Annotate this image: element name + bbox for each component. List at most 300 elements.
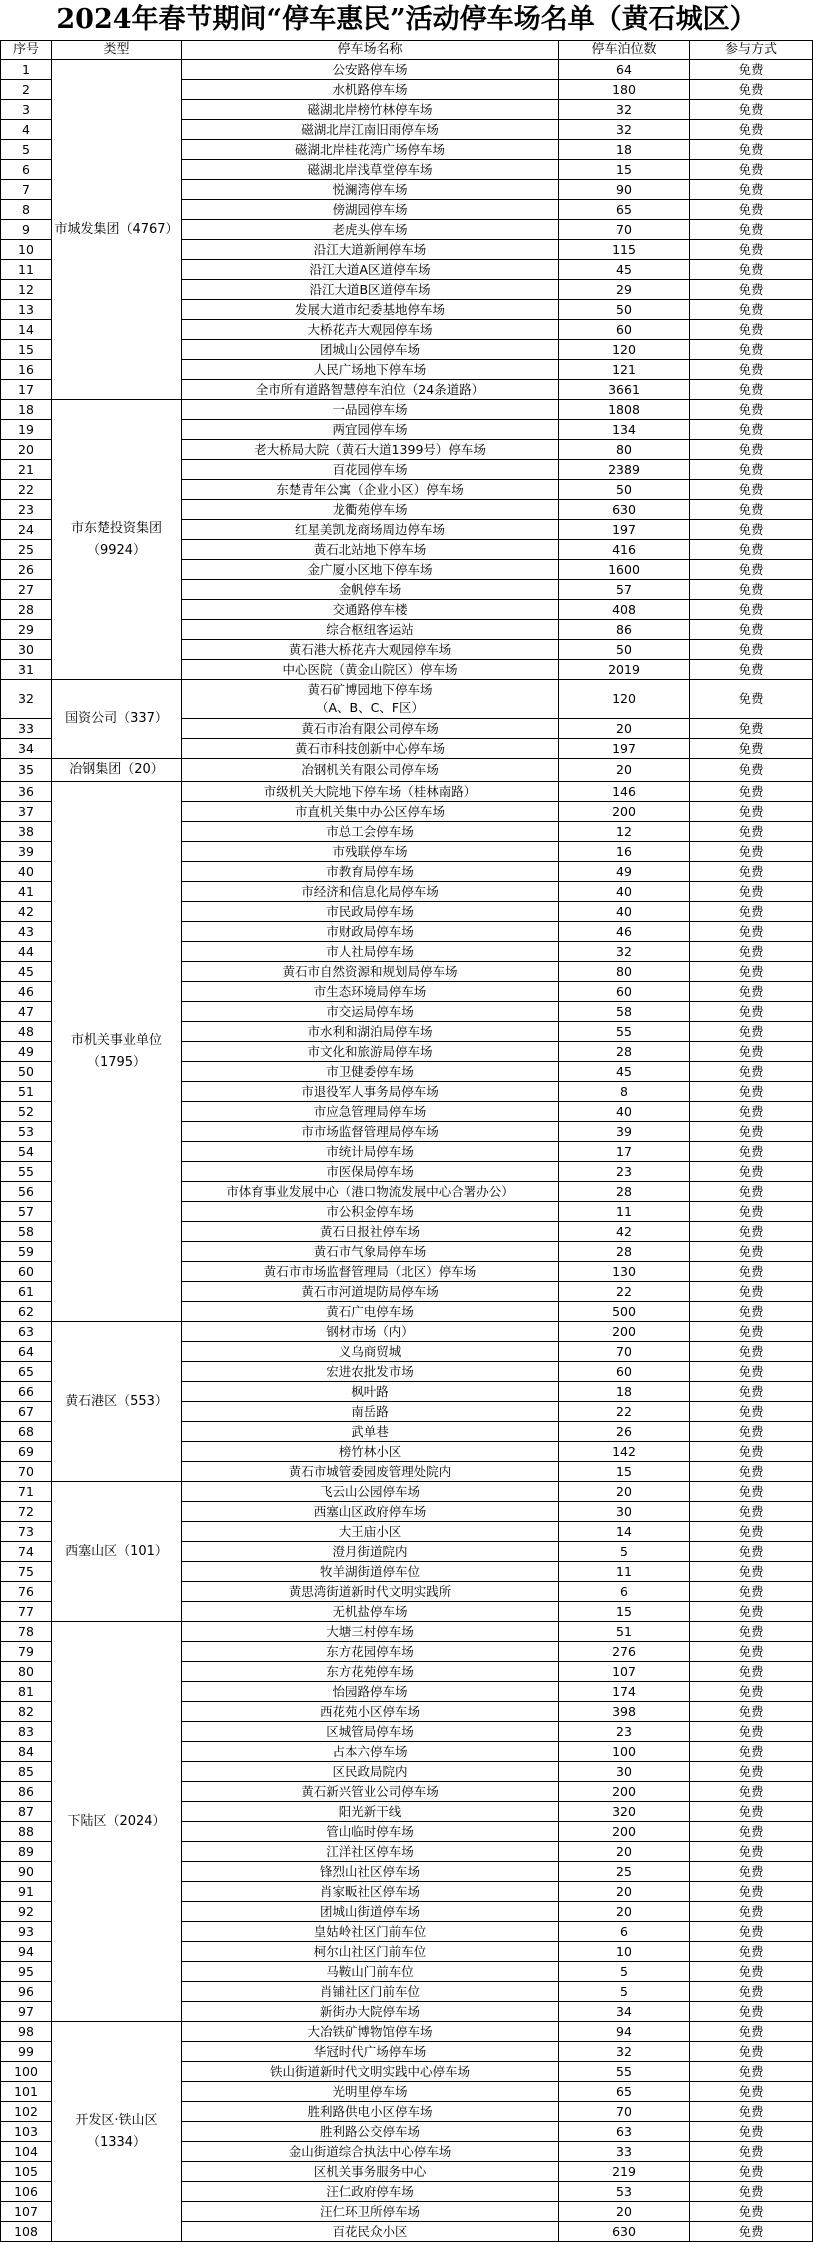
parking-name: 市交运局停车场 bbox=[182, 1002, 559, 1022]
parking-name: 肖铺社区门前车位 bbox=[182, 1982, 559, 2002]
parking-spots: 130 bbox=[559, 1262, 690, 1282]
parking-name: 黄石北站地下停车场 bbox=[182, 540, 559, 560]
row-number: 97 bbox=[1, 2002, 52, 2022]
row-number: 79 bbox=[1, 1642, 52, 1662]
parking-spots: 5 bbox=[559, 1542, 690, 1562]
parking-spots: 8 bbox=[559, 1082, 690, 1102]
row-number: 83 bbox=[1, 1722, 52, 1742]
participation-mode: 免费 bbox=[690, 220, 813, 240]
row-number: 45 bbox=[1, 962, 52, 982]
row-number: 43 bbox=[1, 922, 52, 942]
parking-name: 傍湖园停车场 bbox=[182, 200, 559, 220]
row-number: 25 bbox=[1, 540, 52, 560]
row-number: 66 bbox=[1, 1382, 52, 1402]
parking-spots: 15 bbox=[559, 160, 690, 180]
participation-mode: 免费 bbox=[690, 1102, 813, 1122]
row-number: 40 bbox=[1, 862, 52, 882]
parking-name: 磁湖北岸桂花湾广场停车场 bbox=[182, 140, 559, 160]
row-number: 28 bbox=[1, 600, 52, 620]
participation-mode: 免费 bbox=[690, 60, 813, 80]
row-number: 11 bbox=[1, 260, 52, 280]
participation-mode: 免费 bbox=[690, 1362, 813, 1382]
row-number: 104 bbox=[1, 2142, 52, 2162]
row-number: 94 bbox=[1, 1942, 52, 1962]
parking-name: 水机路停车场 bbox=[182, 80, 559, 100]
row-number: 98 bbox=[1, 2022, 52, 2042]
participation-mode: 免费 bbox=[690, 2022, 813, 2042]
participation-mode: 免费 bbox=[690, 460, 813, 480]
participation-mode: 免费 bbox=[690, 1622, 813, 1642]
parking-name bbox=[182, 680, 559, 719]
row-number: 75 bbox=[1, 1562, 52, 1582]
row-number: 27 bbox=[1, 580, 52, 600]
parking-name-line2: （A、B、C、F区） bbox=[315, 700, 425, 715]
parking-name: 马鞍山门前车位 bbox=[182, 1962, 559, 1982]
parking-spots: 32 bbox=[559, 100, 690, 120]
participation-mode: 免费 bbox=[690, 1562, 813, 1582]
participation-mode: 免费 bbox=[690, 2002, 813, 2022]
parking-name: 磁湖北岸榜竹林停车场 bbox=[182, 100, 559, 120]
row-number: 57 bbox=[1, 1202, 52, 1222]
parking-spots: 2019 bbox=[559, 660, 690, 680]
parking-name: 铁山街道新时代文明实践中心停车场 bbox=[182, 2062, 559, 2082]
participation-mode: 免费 bbox=[690, 280, 813, 300]
parking-name: 公安路停车场 bbox=[182, 60, 559, 80]
parking-name: 市公积金停车场 bbox=[182, 1202, 559, 1222]
participation-mode: 免费 bbox=[690, 1422, 813, 1442]
parking-spots: 42 bbox=[559, 1222, 690, 1242]
parking-name: 全市所有道路智慧停车泊位（24条道路） bbox=[182, 380, 559, 400]
participation-mode: 免费 bbox=[690, 1602, 813, 1622]
row-number: 8 bbox=[1, 200, 52, 220]
parking-name: 江洋社区停车场 bbox=[182, 1842, 559, 1862]
participation-mode: 免费 bbox=[690, 1242, 813, 1262]
parking-spots: 53 bbox=[559, 2182, 690, 2202]
parking-name: 宏进农批发市场 bbox=[182, 1362, 559, 1382]
row-number: 33 bbox=[1, 719, 52, 739]
row-number: 65 bbox=[1, 1362, 52, 1382]
table-row bbox=[1, 2022, 813, 2042]
participation-mode: 免费 bbox=[690, 2142, 813, 2162]
parking-name: 区城管局停车场 bbox=[182, 1722, 559, 1742]
participation-mode: 免费 bbox=[690, 260, 813, 280]
parking-spots: 46 bbox=[559, 922, 690, 942]
participation-mode: 免费 bbox=[690, 420, 813, 440]
participation-mode: 免费 bbox=[690, 2042, 813, 2062]
row-number: 44 bbox=[1, 942, 52, 962]
parking-spots: 146 bbox=[559, 782, 690, 802]
participation-mode: 免费 bbox=[690, 2062, 813, 2082]
parking-spots: 10 bbox=[559, 1942, 690, 1962]
parking-name: 两宜园停车场 bbox=[182, 420, 559, 440]
row-number: 2 bbox=[1, 80, 52, 100]
participation-mode: 免费 bbox=[690, 1202, 813, 1222]
category-cell: 国资公司（337） bbox=[52, 680, 182, 759]
row-number: 48 bbox=[1, 1022, 52, 1042]
parking-spots: 32 bbox=[559, 942, 690, 962]
participation-mode: 免费 bbox=[690, 300, 813, 320]
row-number: 18 bbox=[1, 400, 52, 420]
parking-spots: 107 bbox=[559, 1662, 690, 1682]
parking-name: 黄石港大桥花卉大观园停车场 bbox=[182, 640, 559, 660]
parking-name: 黄思湾街道新时代文明实践所 bbox=[182, 1582, 559, 1602]
parking-spots: 60 bbox=[559, 1362, 690, 1382]
parking-name: 锋烈山社区停车场 bbox=[182, 1862, 559, 1882]
parking-spots: 630 bbox=[559, 500, 690, 520]
participation-mode: 免费 bbox=[690, 360, 813, 380]
header-type: 类型 bbox=[52, 41, 182, 60]
row-number: 41 bbox=[1, 882, 52, 902]
parking-spots: 94 bbox=[559, 2022, 690, 2042]
row-number: 47 bbox=[1, 1002, 52, 1022]
row-number: 80 bbox=[1, 1662, 52, 1682]
parking-name: 黄石新兴管业公司停车场 bbox=[182, 1782, 559, 1802]
participation-mode: 免费 bbox=[690, 1862, 813, 1882]
parking-spots: 20 bbox=[559, 1902, 690, 1922]
parking-spots: 60 bbox=[559, 320, 690, 340]
participation-mode: 免费 bbox=[690, 1982, 813, 2002]
row-number: 20 bbox=[1, 440, 52, 460]
participation-mode: 免费 bbox=[690, 440, 813, 460]
parking-name: 大冶铁矿博物馆停车场 bbox=[182, 2022, 559, 2042]
participation-mode: 免费 bbox=[690, 1502, 813, 1522]
parking-spots: 6 bbox=[559, 1922, 690, 1942]
parking-spots: 55 bbox=[559, 2062, 690, 2082]
participation-mode: 免费 bbox=[690, 962, 813, 982]
parking-spots: 20 bbox=[559, 759, 690, 782]
parking-name: 百花园停车场 bbox=[182, 460, 559, 480]
row-number: 35 bbox=[1, 759, 52, 782]
participation-mode: 免费 bbox=[690, 600, 813, 620]
parking-name: 金山街道综合执法中心停车场 bbox=[182, 2142, 559, 2162]
parking-spots: 20 bbox=[559, 1842, 690, 1862]
participation-mode: 免费 bbox=[690, 1162, 813, 1182]
parking-spots: 500 bbox=[559, 1302, 690, 1322]
row-number: 38 bbox=[1, 822, 52, 842]
row-number: 4 bbox=[1, 120, 52, 140]
row-number: 24 bbox=[1, 520, 52, 540]
parking-name: 东方花苑停车场 bbox=[182, 1662, 559, 1682]
parking-name: 老虎头停车场 bbox=[182, 220, 559, 240]
participation-mode: 免费 bbox=[690, 1522, 813, 1542]
parking-name: 悦澜湾停车场 bbox=[182, 180, 559, 200]
participation-mode: 免费 bbox=[690, 1222, 813, 1242]
row-number: 12 bbox=[1, 280, 52, 300]
parking-spots: 197 bbox=[559, 520, 690, 540]
category-cell: 西塞山区（101） bbox=[52, 1482, 182, 1622]
participation-mode: 免费 bbox=[690, 640, 813, 660]
parking-name: 肖家畈社区停车场 bbox=[182, 1882, 559, 1902]
participation-mode: 免费 bbox=[690, 320, 813, 340]
participation-mode: 免费 bbox=[690, 80, 813, 100]
parking-spots: 28 bbox=[559, 1042, 690, 1062]
parking-name: 磁湖北岸江南旧雨停车场 bbox=[182, 120, 559, 140]
row-number: 31 bbox=[1, 660, 52, 680]
parking-name: 汪仁政府停车场 bbox=[182, 2182, 559, 2202]
row-number: 90 bbox=[1, 1862, 52, 1882]
parking-spots: 630 bbox=[559, 2222, 690, 2242]
header-mode: 参与方式 bbox=[690, 41, 813, 60]
category-cell: 冶钢集团（20） bbox=[52, 759, 182, 782]
parking-spots: 121 bbox=[559, 360, 690, 380]
participation-mode: 免费 bbox=[690, 1582, 813, 1602]
row-number: 10 bbox=[1, 240, 52, 260]
row-number: 89 bbox=[1, 1842, 52, 1862]
row-number: 52 bbox=[1, 1102, 52, 1122]
header-row bbox=[1, 41, 813, 60]
participation-mode: 免费 bbox=[690, 1322, 813, 1342]
participation-mode: 免费 bbox=[690, 1682, 813, 1702]
parking-name: 黄石市市场监督管理局（北区）停车场 bbox=[182, 1262, 559, 1282]
participation-mode: 免费 bbox=[690, 1902, 813, 1922]
parking-name: 飞云山公园停车场 bbox=[182, 1482, 559, 1502]
parking-name: 柯尔山社区门前车位 bbox=[182, 1942, 559, 1962]
parking-name: 皇姑岭社区门前车位 bbox=[182, 1922, 559, 1942]
table-row bbox=[1, 1622, 813, 1642]
row-number: 101 bbox=[1, 2082, 52, 2102]
participation-mode: 免费 bbox=[690, 140, 813, 160]
parking-spots: 14 bbox=[559, 1522, 690, 1542]
parking-name: 无机盐停车场 bbox=[182, 1602, 559, 1622]
parking-spots: 30 bbox=[559, 1502, 690, 1522]
row-number: 42 bbox=[1, 902, 52, 922]
parking-name: 百花民众小区 bbox=[182, 2222, 559, 2242]
parking-name: 黄石市气象局停车场 bbox=[182, 1242, 559, 1262]
parking-name: 红星美凯龙商场周边停车场 bbox=[182, 520, 559, 540]
parking-name: 钢材市场（内） bbox=[182, 1322, 559, 1342]
participation-mode: 免费 bbox=[690, 1942, 813, 1962]
parking-spots: 22 bbox=[559, 1282, 690, 1302]
parking-spots: 398 bbox=[559, 1702, 690, 1722]
parking-name: 市级机关大院地下停车场（桂林南路） bbox=[182, 782, 559, 802]
parking-spots: 80 bbox=[559, 962, 690, 982]
participation-mode: 免费 bbox=[690, 1802, 813, 1822]
parking-spots: 55 bbox=[559, 1022, 690, 1042]
row-number: 26 bbox=[1, 560, 52, 580]
participation-mode: 免费 bbox=[690, 1122, 813, 1142]
participation-mode: 免费 bbox=[690, 520, 813, 540]
row-number: 96 bbox=[1, 1982, 52, 2002]
parking-name: 胜利路公交停车场 bbox=[182, 2122, 559, 2142]
table-row bbox=[1, 1322, 813, 1342]
parking-spots: 40 bbox=[559, 902, 690, 922]
participation-mode: 免费 bbox=[690, 1382, 813, 1402]
row-number: 78 bbox=[1, 1622, 52, 1642]
participation-mode: 免费 bbox=[690, 480, 813, 500]
parking-name: 团城山街道停车场 bbox=[182, 1902, 559, 1922]
participation-mode: 免费 bbox=[690, 1822, 813, 1842]
participation-mode: 免费 bbox=[690, 1402, 813, 1422]
parking-name: 澄月街道院内 bbox=[182, 1542, 559, 1562]
parking-name: 大王庙小区 bbox=[182, 1522, 559, 1542]
participation-mode: 免费 bbox=[690, 1082, 813, 1102]
row-number: 81 bbox=[1, 1682, 52, 1702]
parking-name: 市医保局停车场 bbox=[182, 1162, 559, 1182]
participation-mode: 免费 bbox=[690, 1282, 813, 1302]
row-number: 82 bbox=[1, 1702, 52, 1722]
participation-mode: 免费 bbox=[690, 2182, 813, 2202]
parking-name: 黄石市河道堤防局停车场 bbox=[182, 1282, 559, 1302]
participation-mode: 免费 bbox=[690, 1142, 813, 1162]
row-number: 62 bbox=[1, 1302, 52, 1322]
row-number: 95 bbox=[1, 1962, 52, 1982]
parking-spots: 115 bbox=[559, 240, 690, 260]
parking-name-line1: 黄石矿博园地下停车场 bbox=[307, 682, 433, 697]
parking-name: 市市场监督管理局停车场 bbox=[182, 1122, 559, 1142]
parking-spots: 20 bbox=[559, 1882, 690, 1902]
parking-name: 市退役军人事务局停车场 bbox=[182, 1082, 559, 1102]
row-number: 92 bbox=[1, 1902, 52, 1922]
row-number: 49 bbox=[1, 1042, 52, 1062]
row-number: 23 bbox=[1, 500, 52, 520]
parking-name: 综合枢纽客运站 bbox=[182, 620, 559, 640]
parking-spots: 51 bbox=[559, 1622, 690, 1642]
parking-spots: 39 bbox=[559, 1122, 690, 1142]
parking-name: 市卫健委停车场 bbox=[182, 1062, 559, 1082]
parking-table bbox=[0, 40, 813, 2242]
row-number: 67 bbox=[1, 1402, 52, 1422]
parking-spots: 200 bbox=[559, 1822, 690, 1842]
parking-spots: 200 bbox=[559, 1322, 690, 1342]
parking-spots: 1600 bbox=[559, 560, 690, 580]
parking-spots: 70 bbox=[559, 2102, 690, 2122]
participation-mode: 免费 bbox=[690, 759, 813, 782]
document-title: 2024年春节期间“停车惠民”活动停车场名单（黄石城区） bbox=[56, 4, 757, 35]
parking-spots: 33 bbox=[559, 2142, 690, 2162]
participation-mode: 免费 bbox=[690, 2102, 813, 2122]
parking-name: 牧羊湖街道停车位 bbox=[182, 1562, 559, 1582]
participation-mode: 免费 bbox=[690, 560, 813, 580]
parking-spots: 120 bbox=[559, 340, 690, 360]
parking-name: 大桥花卉大观园停车场 bbox=[182, 320, 559, 340]
row-number: 39 bbox=[1, 842, 52, 862]
parking-name: 黄石市冶有限公司停车场 bbox=[182, 719, 559, 739]
parking-name: 发展大道市纪委基地停车场 bbox=[182, 300, 559, 320]
parking-name: 市民政局停车场 bbox=[182, 902, 559, 922]
participation-mode: 免费 bbox=[690, 719, 813, 739]
row-number: 87 bbox=[1, 1802, 52, 1822]
parking-spots: 90 bbox=[559, 180, 690, 200]
parking-spots: 20 bbox=[559, 2202, 690, 2222]
participation-mode: 免费 bbox=[690, 842, 813, 862]
participation-mode: 免费 bbox=[690, 500, 813, 520]
parking-spots: 65 bbox=[559, 2082, 690, 2102]
participation-mode: 免费 bbox=[690, 2162, 813, 2182]
parking-name: 西花苑小区停车场 bbox=[182, 1702, 559, 1722]
parking-spots: 28 bbox=[559, 1182, 690, 1202]
row-number: 74 bbox=[1, 1542, 52, 1562]
parking-name: 黄石市自然资源和规划局停车场 bbox=[182, 962, 559, 982]
parking-spots: 6 bbox=[559, 1582, 690, 1602]
parking-spots: 20 bbox=[559, 1482, 690, 1502]
parking-spots: 276 bbox=[559, 1642, 690, 1662]
parking-name: 市教育局停车场 bbox=[182, 862, 559, 882]
parking-spots: 23 bbox=[559, 1162, 690, 1182]
participation-mode: 免费 bbox=[690, 1662, 813, 1682]
participation-mode: 免费 bbox=[690, 1002, 813, 1022]
participation-mode: 免费 bbox=[690, 902, 813, 922]
parking-name: 交通路停车楼 bbox=[182, 600, 559, 620]
parking-name: 汪仁环卫所停车场 bbox=[182, 2202, 559, 2222]
parking-spots: 15 bbox=[559, 1602, 690, 1622]
participation-mode: 免费 bbox=[690, 1062, 813, 1082]
parking-name: 市统计局停车场 bbox=[182, 1142, 559, 1162]
row-number: 6 bbox=[1, 160, 52, 180]
parking-spots: 100 bbox=[559, 1742, 690, 1762]
row-number: 93 bbox=[1, 1922, 52, 1942]
parking-name: 义乌商贸城 bbox=[182, 1342, 559, 1362]
table-row bbox=[1, 680, 813, 719]
parking-name: 冶钢机关有限公司停车场 bbox=[182, 759, 559, 782]
parking-name: 一品园停车场 bbox=[182, 400, 559, 420]
parking-spots: 12 bbox=[559, 822, 690, 842]
participation-mode: 免费 bbox=[690, 822, 813, 842]
table-row bbox=[1, 759, 813, 782]
parking-spots: 25 bbox=[559, 1862, 690, 1882]
participation-mode: 免费 bbox=[690, 782, 813, 802]
participation-mode: 免费 bbox=[690, 1782, 813, 1802]
parking-name: 沿江大道新闸停车场 bbox=[182, 240, 559, 260]
row-number: 69 bbox=[1, 1442, 52, 1462]
participation-mode: 免费 bbox=[690, 1842, 813, 1862]
participation-mode: 免费 bbox=[690, 1342, 813, 1362]
parking-spots: 23 bbox=[559, 1722, 690, 1742]
parking-name: 枫叶路 bbox=[182, 1382, 559, 1402]
row-number: 71 bbox=[1, 1482, 52, 1502]
parking-spots: 40 bbox=[559, 882, 690, 902]
parking-name: 占本六停车场 bbox=[182, 1742, 559, 1762]
row-number: 50 bbox=[1, 1062, 52, 1082]
parking-name: 怡园路停车场 bbox=[182, 1682, 559, 1702]
parking-spots: 11 bbox=[559, 1202, 690, 1222]
category-cell: 黄石港区（553） bbox=[52, 1322, 182, 1482]
row-number: 77 bbox=[1, 1602, 52, 1622]
row-number: 5 bbox=[1, 140, 52, 160]
parking-name: 光明里停车场 bbox=[182, 2082, 559, 2102]
parking-spots: 11 bbox=[559, 1562, 690, 1582]
participation-mode: 免费 bbox=[690, 982, 813, 1002]
participation-mode: 免费 bbox=[690, 2202, 813, 2222]
parking-name: 榜竹林小区 bbox=[182, 1442, 559, 1462]
parking-spots: 34 bbox=[559, 2002, 690, 2022]
row-number: 13 bbox=[1, 300, 52, 320]
participation-mode: 免费 bbox=[690, 380, 813, 400]
category-cell: 开发区·铁山区（1334） bbox=[52, 2022, 182, 2242]
row-number: 63 bbox=[1, 1322, 52, 1342]
participation-mode: 免费 bbox=[690, 1642, 813, 1662]
row-number: 7 bbox=[1, 180, 52, 200]
parking-name: 市应急管理局停车场 bbox=[182, 1102, 559, 1122]
parking-spots: 134 bbox=[559, 420, 690, 440]
parking-spots: 320 bbox=[559, 1802, 690, 1822]
row-number: 60 bbox=[1, 1262, 52, 1282]
parking-name: 武单巷 bbox=[182, 1422, 559, 1442]
parking-name: 黄石市城管委园废管理处院内 bbox=[182, 1462, 559, 1482]
table-row bbox=[1, 1482, 813, 1502]
parking-name: 市人社局停车场 bbox=[182, 942, 559, 962]
row-number: 22 bbox=[1, 480, 52, 500]
table-row bbox=[1, 60, 813, 80]
row-number: 37 bbox=[1, 802, 52, 822]
participation-mode: 免费 bbox=[690, 580, 813, 600]
header-name: 停车场名称 bbox=[182, 41, 559, 60]
parking-name: 中心医院（黄金山院区）停车场 bbox=[182, 660, 559, 680]
parking-name: 黄石广电停车场 bbox=[182, 1302, 559, 1322]
parking-spots: 45 bbox=[559, 260, 690, 280]
row-number: 100 bbox=[1, 2062, 52, 2082]
row-number: 32 bbox=[1, 680, 52, 719]
participation-mode: 免费 bbox=[690, 200, 813, 220]
